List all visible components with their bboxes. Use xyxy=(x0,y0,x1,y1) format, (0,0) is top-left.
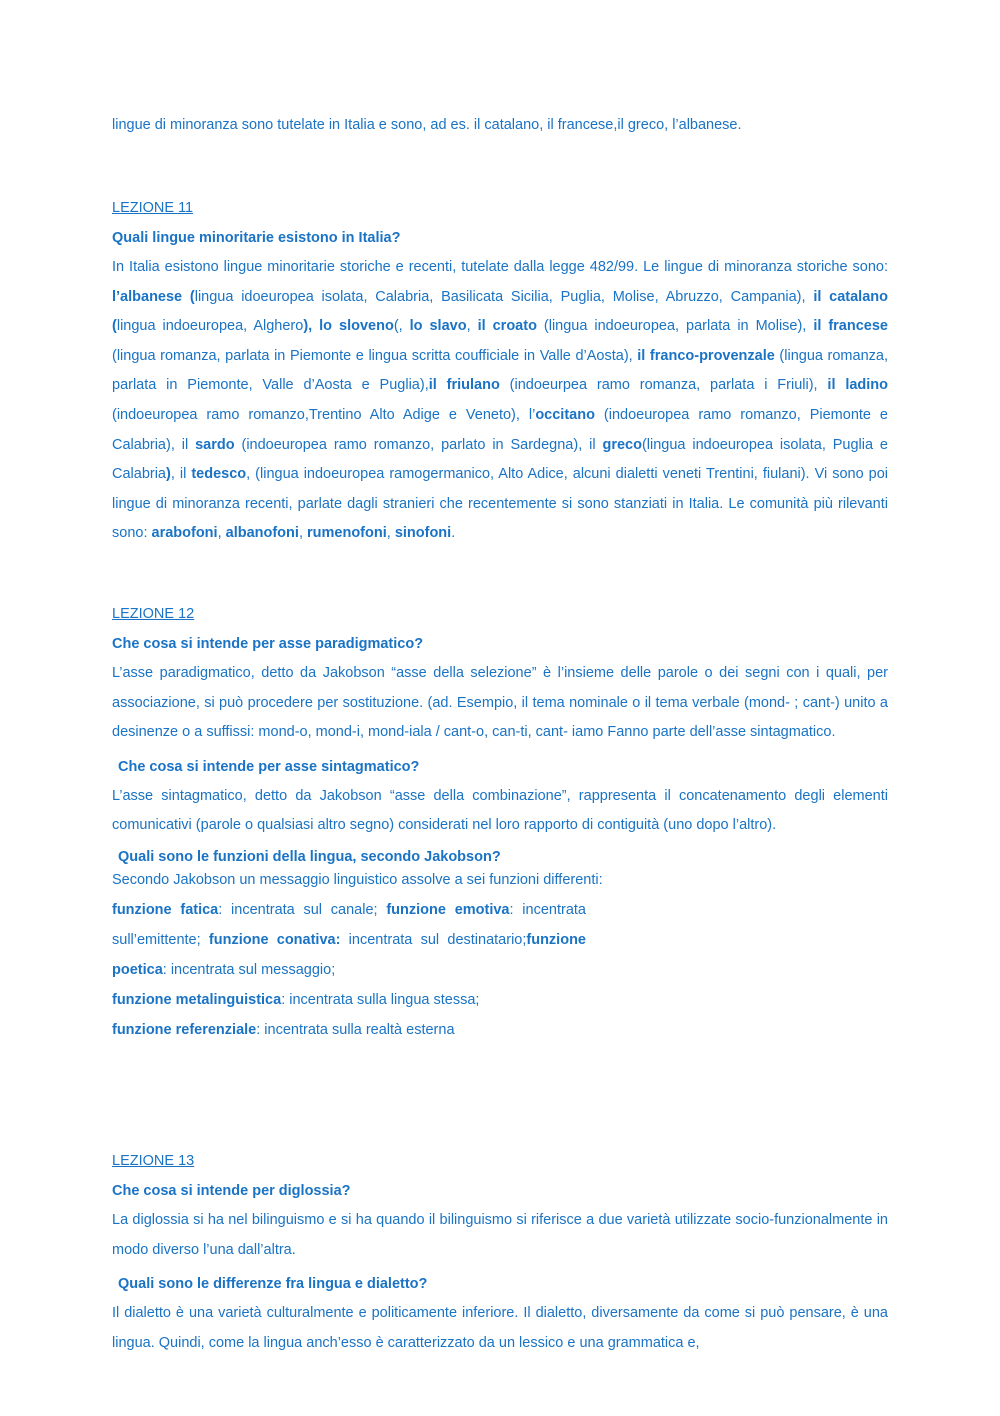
question-jakobson-functions: Quali sono le funzioni della lingua, secondo Jakobson? xyxy=(118,848,501,865)
answer-language-vs-dialect: Il dialetto è una varietà culturalmente e politicamente inferiore. Il dialetto, diversamente da come si può pensare, è una lingua. Quindi, come la lingua anch’esso è caratterizzato da un lessico e una grammatica e, xyxy=(112,1305,888,1351)
lesson-heading-11: LEZIONE 11 xyxy=(112,200,194,216)
question-language-vs-dialect: Quali sono le differenze fra lingua e dialetto? xyxy=(118,1276,428,1293)
answer-minority-languages: In Italia esistono lingue minoritarie storiche e recenti, tutelate dalla legge 482/99. Le lingue di minoranza storiche sono: l’albanese (lingua idoeuropea isolata, Calabria, Basilicata Sicilia, Puglia, Molise, Abruzzo, Campania), il catalano (lingua indoeuropea, Alghero), lo sloveno(, lo slavo, il croato (lingua indoeuropea, parlata in Molise), il francese (lingua romanza, parlata in Piemonte e lingua scritta coufficiale in Valle d’Aosta), il franco-provenzale (lingua romanza, parlata in Piemonte, Valle d’Aosta e Puglia),il friulano (indoeurpea ramo romanza, parlata i Friuli), il ladino (indoeuropea ramo romanzo,Trentino Alto Adige e Veneto), l’occitano (indoeuropea ramo romanzo, Piemonte e Calabria), il sardo (indoeuropea ramo romanzo, parlato in Sardegna), il greco(lingua indoeuropea isolata, Puglia e Calabria), il tedesco, (lingua indoeuropea ramogermanico, Alto Adice, alcuni dialetti veneti Trentini, fiulani). Vi sono poi lingue di minoranza recenti, parlate dagli stranieri che recentemente si sono stanziati in Italia. Le comunità più rilevanti sono: arabofoni, albanofoni, rumenofoni, sinofoni. xyxy=(112,259,889,542)
section-lezione-12 xyxy=(112,599,888,1045)
question-minority-languages: Quali lingue minoritarie esistono in Italia? xyxy=(112,230,401,246)
functions-list: funzione fatica: incentrata sul canale; funzione emotiva: incentrata sull’emittente; funzione conativa: incentrata sul destinatario;funzione poetica: incentrata sul messaggio; funzione metalinguistica: incentrata sulla lingua stessa; funzione referenziale: incentrata sulla realtà esterna xyxy=(112,901,586,1038)
lesson-heading-12: LEZIONE 12 xyxy=(112,606,195,622)
answer-paradigmatic-axis: L’asse paradigmatico, detto da Jakobson “asse della selezione” è l’insieme delle parole o dei segni con i quali, per associazione, si può procedere per sostituzione. (ad. Esempio, il tema nominale o il tema verbale (mond- ; cant-) unito a desinenze o a suffissi: mond-o, mond-i, mond-iala / cant-o, can-ti, cant- iamo Fanno parte dell’asse sintagmatico. xyxy=(112,665,888,741)
answer-syntagmatic-axis: L’asse sintagmatico, detto da Jakobson “asse della combinazione”, rappresenta il concatenamento degli elementi comunicativi (parole o qualsiasi altro segno) considerati nel loro rapporto di contiguità (uno dopo l’altro). xyxy=(112,787,888,834)
question-diglossia: Che cosa si intende per diglossia? xyxy=(112,1183,351,1199)
question-paradigmatic-axis: Che cosa si intende per asse paradigmatico? xyxy=(112,636,424,652)
answer-jakobson-intro: Secondo Jakobson un messaggio linguistico assolve a sei funzioni differenti: xyxy=(112,871,603,888)
answer-diglossia: La diglossia si ha nel bilinguismo e si ha quando il bilinguismo si riferisce a due varietà utilizzate socio-funzionalmente in modo diverso l’una dall’altra. xyxy=(112,1212,888,1258)
question-syntagmatic-axis: Che cosa si intende per asse sintagmatico? xyxy=(118,758,420,775)
section-lezione-11 xyxy=(112,193,888,549)
lesson-heading-13: LEZIONE 13 xyxy=(112,1153,195,1169)
section-lezione-13 xyxy=(112,1146,888,1358)
intro-text: lingue di minoranza sono tutelate in Italia e sono, ad es. il catalano, il francese,il greco, l’albanese. xyxy=(112,117,742,133)
